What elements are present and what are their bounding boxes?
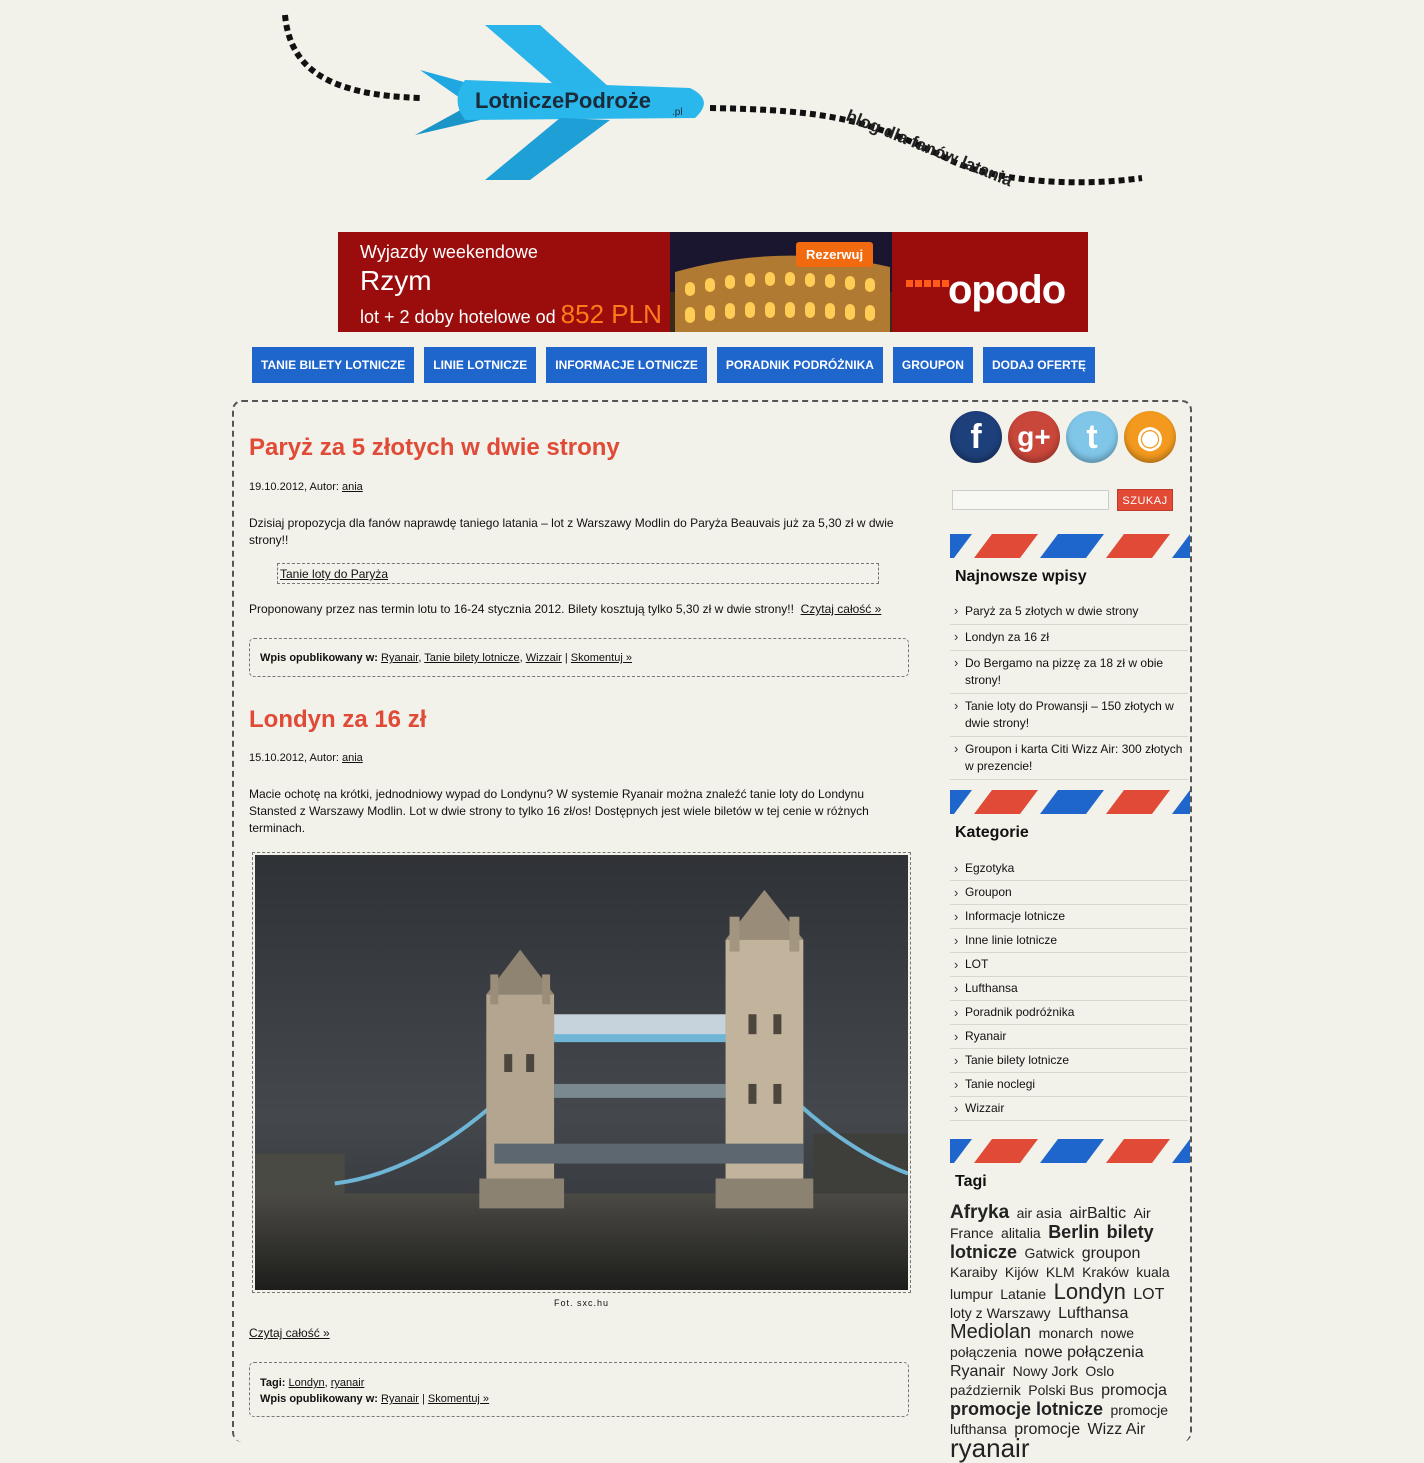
banner-line1: Wyjazdy weekendowe [360,242,538,262]
tag-link[interactable]: air asia [1016,1205,1062,1221]
read-more-row [249,1325,909,1342]
banner-reserve-button[interactable]: Rezerwuj [796,242,873,267]
list-item[interactable]: › Tanie noclegi [950,1073,1188,1097]
post-title[interactable]: Paryż za 5 złotych w dwie strony [249,434,620,461]
tag-link[interactable]: promocje lotnicze [950,1399,1104,1419]
author-link[interactable]: ania [341,752,363,764]
tag-link[interactable]: Berlin [1048,1222,1100,1242]
tag-link[interactable]: promocje [1014,1421,1081,1438]
tag-link[interactable]: Wizz Air [1087,1421,1146,1438]
list-item[interactable]: › Lufthansa [950,977,1188,1001]
banner-offer: lot + 2 doby hotelowe od [360,307,556,327]
list-item[interactable]: › Do Bergamo na pizzę za 18 zł w obie strony! [950,651,1188,694]
google-plus-icon[interactable]: g+ [1008,411,1060,463]
tag-link[interactable]: Ryanair [950,1363,1006,1380]
category-link[interactable]: Ryanair [381,1393,419,1405]
post-meta: 15.10.2012, Autor: ania [249,752,363,764]
comment-link[interactable]: Skomentuj » [427,1393,490,1405]
tag-link[interactable]: Oslo [1085,1363,1115,1379]
nav-tanie-bilety[interactable]: TANIE BILETY LOTNICZE [252,347,414,383]
search-input[interactable] [952,490,1109,510]
tag-link[interactable]: nowe połączenia [1024,1344,1144,1361]
post-footer: Wpis opublikowany w: Ryanair, Tanie bilety lotnicze, Wizzair | Skomentuj » [249,638,909,677]
tag-link[interactable]: loty z Warszawy [950,1305,1051,1321]
site-logo[interactable] [270,10,1160,200]
read-more-link[interactable]: Czytaj całość » [249,1326,330,1340]
list-item[interactable]: › Ryanair [950,1025,1188,1049]
facebook-icon[interactable]: f [950,411,1002,463]
nav-poradnik[interactable]: PORADNIK PODRÓŻNIKA [717,347,883,383]
list-item[interactable]: › Tanie bilety lotnicze [950,1049,1188,1073]
recent-posts-title: Najnowsze wpisy [955,568,1087,585]
tag-cloud [950,1203,1190,1462]
tag-link[interactable]: nowe połączenia [950,1325,1135,1360]
read-more-link[interactable]: Czytaj całość » [800,602,882,616]
tag-link[interactable]: Nowy Jork [1012,1363,1078,1379]
post-intro: Dzisiaj propozycja dla fanów naprawdę taniego latania – lot z Warszawy Modlin do Paryża Beauvais już za 5,30 zł w dwie strony!! [249,516,894,547]
post-meta: 19.10.2012, Autor: ania [249,481,363,493]
airmail-stripe-divider [950,534,1190,558]
category-link[interactable]: Tanie bilety lotnicze [424,652,520,664]
banner-price: 852 PLN [560,299,662,329]
nav-informacje-lotnicze[interactable]: INFORMACJE LOTNICZE [546,347,707,383]
tag-link[interactable]: Mediolan [950,1321,1032,1343]
logo-text: LotniczePodroże [475,88,652,113]
photo-caption: Fot. sxc.hu [553,1298,609,1308]
comment-link[interactable]: Skomentuj » [570,652,632,664]
svg-text:.pl: .pl [672,107,683,118]
nav-linie-lotnicze[interactable]: LINIE LOTNICZE [424,347,536,383]
list-item[interactable]: › Inne linie lotnicze [950,929,1188,953]
post-body: Proponowany przez nas termin lotu to 16-24 stycznia 2012. Bilety kosztują tylko 5,30 zł w dwie strony!! Czytaj całość » [249,602,882,616]
tag-link[interactable]: Lufthansa [1058,1305,1129,1322]
ad-banner[interactable] [338,232,1088,332]
tag-link[interactable]: promocja [1101,1382,1167,1399]
tag-link[interactable]: bilety lotnicze [950,1222,1154,1262]
tag-link[interactable]: Londyn [288,1377,325,1389]
tag-link[interactable]: ryanair [330,1377,365,1389]
banner-city: Rzym [360,265,432,296]
list-item[interactable]: › Groupon i karta Citi Wizz Air: 300 złotych w prezencie! [950,737,1188,780]
tag-link[interactable]: LOT [1133,1286,1165,1303]
list-item[interactable]: › Tanie loty do Prowansji – 150 złotych w dwie strony! [950,694,1188,737]
categories-list [950,857,1188,1121]
list-item[interactable]: › Wizzair [950,1097,1188,1121]
post-intro: Macie ochotę na krótki, jednodniowy wypad do Londynu? W systemie Ryanair można znaleźć tanie loty do Londynu Stansted z Warszawy Modlin. Lot w dwie strony to tylko 16 zł/os! Dostępnych jest wiele biletów w tej cenie w różnych terminach. [249,787,869,835]
tag-link[interactable]: Afryka [950,1202,1010,1223]
list-item[interactable]: › Egzotyka [950,857,1188,881]
tags-title: Tagi [955,1173,987,1190]
tag-link[interactable]: airBaltic [1069,1205,1127,1222]
recent-posts-list [950,599,1188,780]
airmail-stripe-divider [950,790,1190,814]
tag-link[interactable]: Polski Bus [1028,1382,1094,1398]
list-item[interactable]: › Paryż za 5 złotych w dwie strony [950,599,1188,625]
post-footer: Tagi: Londyn, ryanair Wpis opublikowany w: Ryanair | Skomentuj » [249,1362,909,1417]
list-item[interactable]: › Poradnik podróżnika [950,1001,1188,1025]
tag-link[interactable]: monarch [1038,1325,1094,1341]
tag-link[interactable]: Londyn [1053,1279,1126,1304]
main-nav [252,347,1095,383]
tag-link[interactable]: Air France [950,1205,1151,1241]
banner-brand: opodo [948,268,1066,312]
tag-link[interactable]: kuala lumpur [950,1264,1170,1302]
nav-dodaj-oferte[interactable]: DODAJ OFERTĘ [983,347,1095,383]
category-link[interactable]: Wizzair [525,652,562,664]
opodo-dots-icon [906,280,949,287]
tag-link[interactable]: KLM [1045,1264,1075,1280]
rss-icon[interactable]: ◉ [1124,411,1176,463]
twitter-icon[interactable]: t [1066,411,1118,463]
tag-link[interactable]: ryanair [950,1433,1030,1463]
post-title[interactable]: Londyn za 16 zł [249,706,427,733]
categories-title: Kategorie [955,824,1029,841]
list-item[interactable]: › Londyn za 16 zł [950,625,1188,651]
tag-link[interactable]: alitalia [1001,1225,1041,1241]
site-tagline: blog dla fanów latania [843,106,1016,191]
list-item[interactable]: › Informacje lotnicze [950,905,1188,929]
post-photo[interactable] [252,852,911,1293]
airplane-logo-icon [270,10,1160,200]
tag-link[interactable]: Kraków [1082,1264,1129,1280]
paris-flights-link[interactable]: Tanie loty do Paryża [280,567,389,581]
category-link[interactable]: Ryanair [381,652,419,664]
nav-groupon[interactable]: GROUPON [893,347,973,383]
tag-link[interactable]: Gatwick [1024,1245,1075,1261]
list-item[interactable]: › LOT [950,953,1188,977]
post-link-box [277,563,879,584]
tag-link[interactable]: Karaiby [950,1264,998,1280]
list-item[interactable]: › Groupon [950,881,1188,905]
airmail-stripe-divider [950,1139,1190,1163]
tag-link[interactable]: promocje lufthansa [950,1402,1169,1437]
tower-bridge-photo [255,855,908,1290]
tag-link[interactable]: Latanie [1000,1286,1047,1302]
tag-link[interactable]: Kijów [1004,1264,1039,1280]
social-icons [950,411,1176,463]
search-button[interactable]: SZUKAJ [1117,489,1173,511]
tag-link[interactable]: październik [950,1382,1021,1398]
tag-link[interactable]: groupon [1081,1245,1141,1262]
author-link[interactable]: ania [341,481,363,493]
